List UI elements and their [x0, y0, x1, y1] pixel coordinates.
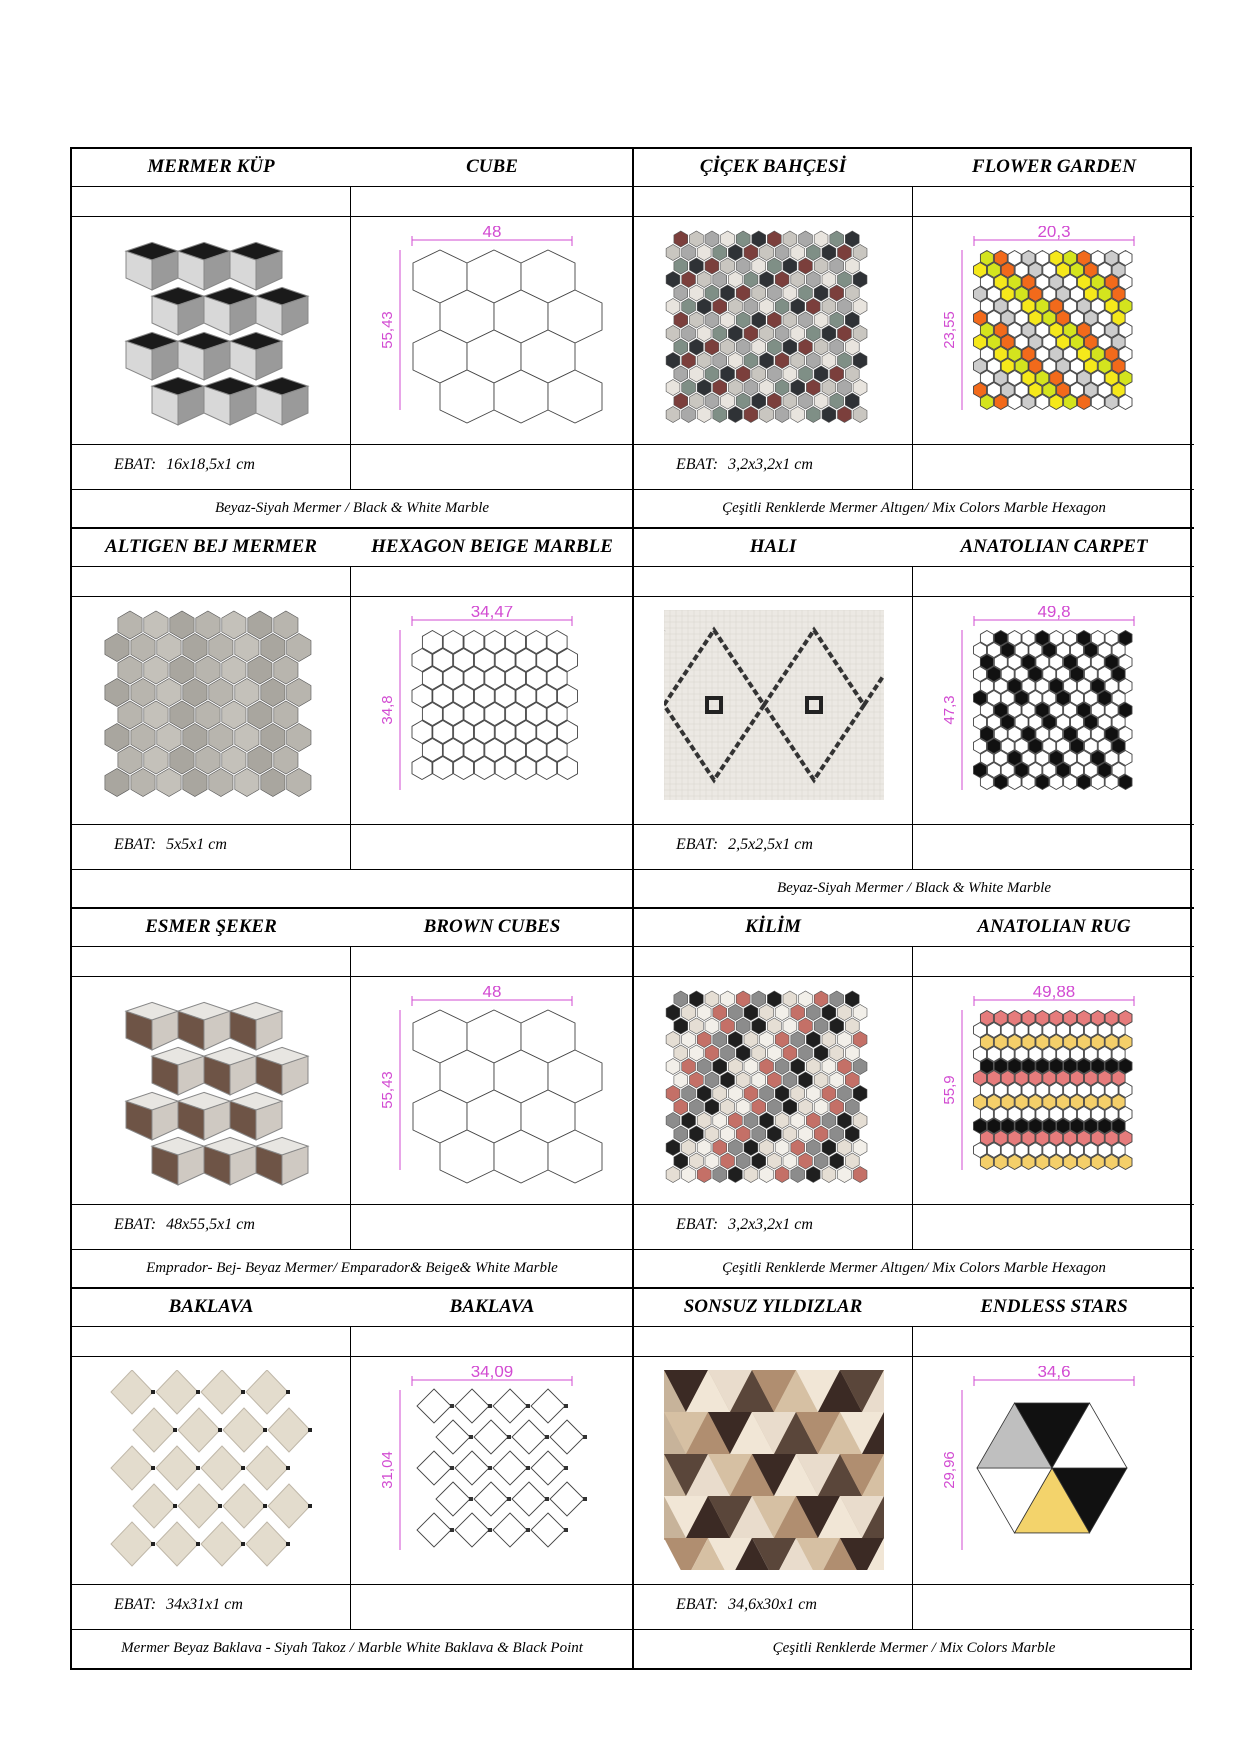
row-divider	[72, 1356, 632, 1357]
row-divider	[634, 1629, 1194, 1630]
material-description: Beyaz-Siyah Mermer / Black & White Marble	[776, 880, 1052, 896]
row-divider	[72, 489, 632, 490]
row-divider	[634, 1249, 1194, 1250]
row-divider	[72, 1629, 632, 1630]
cell-divider	[350, 186, 351, 489]
cell-divider	[912, 1326, 913, 1629]
cell-divider	[350, 566, 351, 869]
size-key: EBAT:	[114, 836, 157, 853]
svg-text:48: 48	[482, 986, 502, 1001]
size-label	[114, 836, 227, 854]
size-key: EBAT:	[676, 836, 719, 853]
product-name-en: FLOWER GARDEN	[971, 156, 1137, 177]
row-divider	[634, 444, 1194, 445]
technical-drawing	[934, 986, 1174, 1196]
material-description: Beyaz-Siyah Mermer / Black & White Marble	[214, 500, 490, 516]
material-description: Mermer Beyaz Baklava - Siyah Takoz / Marble White Baklava & Black Point	[121, 1640, 583, 1656]
svg-text:20,3: 20,3	[1037, 226, 1071, 241]
row-divider	[634, 186, 1194, 187]
size-value: 3,2x3,2x1 cm	[728, 456, 813, 473]
row-divider	[72, 946, 632, 947]
size-value: 34x31x1 cm	[166, 1596, 243, 1613]
row-divider	[72, 1326, 632, 1327]
product-cell-left	[72, 529, 632, 909]
product-name-en: ANATOLIAN RUG	[977, 916, 1131, 937]
row-divider	[72, 869, 632, 870]
svg-text:49,88: 49,88	[1032, 986, 1076, 1001]
row-divider	[72, 976, 632, 977]
size-value: 2,5x2,5x1 cm	[728, 836, 813, 853]
row-divider	[634, 216, 1194, 217]
product-name-tr: HALI	[749, 536, 797, 557]
size-key: EBAT:	[676, 1596, 719, 1613]
row-divider	[634, 596, 1194, 597]
material-description: Emprador- Bej- Beyaz Mermer/ Emparador& Beige& White Marble	[146, 1260, 558, 1276]
cell-divider	[350, 1326, 351, 1629]
product-cell-left	[72, 1289, 632, 1669]
technical-drawing	[372, 986, 612, 1196]
svg-text:47,3: 47,3	[941, 695, 958, 725]
row-divider	[634, 1326, 1194, 1327]
row-divider	[634, 1204, 1194, 1205]
row-divider	[634, 824, 1194, 825]
product-name-en: BAKLAVA	[449, 1296, 535, 1317]
size-label	[114, 456, 255, 474]
product-cell-right	[634, 909, 1194, 1289]
row-divider	[72, 1249, 632, 1250]
product-name-tr: ALTIGEN BEJ MERMER	[105, 536, 317, 557]
material-description: Çeşitli Renklerde Mermer / Mix Colors Marble	[772, 1640, 1056, 1656]
product-name-en: ENDLESS STARS	[980, 1296, 1128, 1317]
product-photo	[102, 230, 322, 435]
product-photo	[664, 1370, 884, 1575]
svg-text:55,9: 55,9	[941, 1075, 958, 1105]
row-divider	[634, 489, 1194, 490]
row-divider	[634, 566, 1194, 567]
size-label	[676, 456, 813, 474]
size-label	[114, 1216, 255, 1234]
svg-text:55,43: 55,43	[379, 311, 396, 349]
row-divider	[72, 216, 632, 217]
size-key: EBAT:	[676, 1216, 719, 1233]
product-photo	[102, 990, 322, 1195]
svg-text:55,43: 55,43	[379, 1071, 396, 1109]
product-photo	[664, 230, 884, 435]
size-value: 3,2x3,2x1 cm	[728, 1216, 813, 1233]
product-name-en: BROWN CUBES	[423, 916, 561, 937]
size-value: 48x55,5x1 cm	[166, 1216, 255, 1233]
svg-text:34,47: 34,47	[470, 606, 514, 621]
size-label	[114, 1596, 243, 1614]
row-divider	[634, 976, 1194, 977]
size-label	[676, 1216, 813, 1234]
technical-drawing	[372, 606, 612, 816]
material-description: Çeşitli Renklerde Mermer Altıgen/ Mix Colors Marble Hexagon	[722, 500, 1106, 516]
technical-drawing	[372, 226, 612, 436]
product-cell-right	[634, 149, 1194, 529]
product-photo	[102, 610, 322, 815]
product-name-tr: ESMER ŞEKER	[145, 916, 277, 937]
product-photo	[664, 990, 884, 1195]
size-value: 5x5x1 cm	[166, 836, 227, 853]
svg-text:29,96: 29,96	[941, 1451, 958, 1489]
product-name-en: ANATOLIAN CARPET	[960, 536, 1148, 557]
size-key: EBAT:	[114, 1216, 157, 1233]
product-photo	[664, 610, 884, 815]
size-key: EBAT:	[676, 456, 719, 473]
product-name-tr: KİLİM	[745, 916, 801, 937]
product-cell-right	[634, 1289, 1194, 1669]
product-cell-right	[634, 529, 1194, 909]
technical-drawing	[934, 606, 1174, 816]
product-name-tr: ÇİÇEK BAHÇESİ	[699, 156, 847, 177]
row-divider	[72, 824, 632, 825]
svg-text:34,8: 34,8	[379, 695, 396, 725]
cell-divider	[912, 186, 913, 489]
row-divider	[72, 596, 632, 597]
row-divider	[634, 869, 1194, 870]
row-divider	[72, 1204, 632, 1205]
svg-text:31,04: 31,04	[379, 1451, 396, 1489]
product-name-en: CUBE	[466, 156, 518, 177]
row-divider	[72, 444, 632, 445]
size-label	[676, 1596, 817, 1614]
row-divider	[634, 946, 1194, 947]
product-name-tr: BAKLAVA	[168, 1296, 254, 1317]
technical-drawing	[934, 1366, 1174, 1576]
row-divider	[72, 1584, 632, 1585]
product-catalog-table	[70, 147, 1192, 1670]
size-value: 16x18,5x1 cm	[166, 456, 255, 473]
cell-divider	[912, 566, 913, 869]
technical-drawing	[372, 1366, 612, 1576]
material-description: Çeşitli Renklerde Mermer Altıgen/ Mix Colors Marble Hexagon	[722, 1260, 1106, 1276]
size-value: 34,6x30x1 cm	[728, 1596, 817, 1613]
product-name-en: HEXAGON BEIGE MARBLE	[371, 536, 613, 557]
svg-text:23,55: 23,55	[941, 311, 958, 349]
product-cell-left	[72, 909, 632, 1289]
row-divider	[634, 1584, 1194, 1585]
cell-divider	[350, 946, 351, 1249]
svg-text:34,09: 34,09	[470, 1366, 514, 1381]
row-divider	[72, 566, 632, 567]
product-name-tr: MERMER KÜP	[147, 156, 275, 177]
row-divider	[72, 186, 632, 187]
row-divider	[634, 1356, 1194, 1357]
cell-divider	[912, 946, 913, 1249]
svg-text:48: 48	[482, 226, 502, 241]
size-label	[676, 836, 813, 854]
product-photo	[102, 1370, 322, 1575]
product-name-tr: SONSUZ YILDIZLAR	[683, 1296, 863, 1317]
product-cell-left	[72, 149, 632, 529]
svg-text:34,6: 34,6	[1037, 1366, 1071, 1381]
svg-text:49,8: 49,8	[1037, 606, 1071, 621]
size-key: EBAT:	[114, 456, 157, 473]
technical-drawing	[934, 226, 1174, 436]
size-key: EBAT:	[114, 1596, 157, 1613]
